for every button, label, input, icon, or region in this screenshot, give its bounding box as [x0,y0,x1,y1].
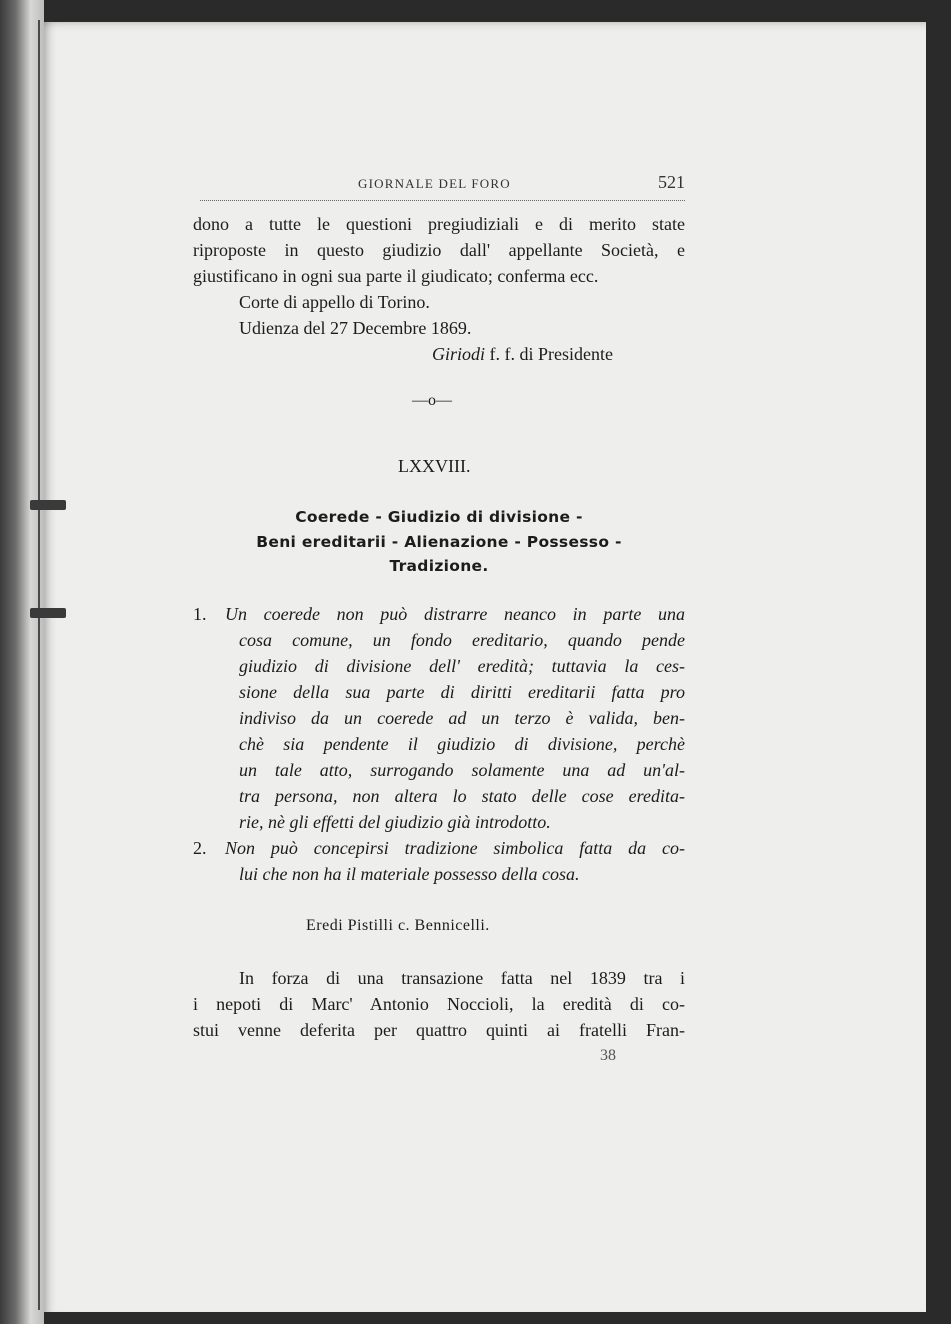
body-line: In forza di una transazione fatta nel 1839 tra i [239,968,685,988]
judge-role: f. f. di Presidente [489,344,613,364]
hearing-line: Udienza del 27 Decembre 1869. [239,318,472,338]
separator: —o— [412,392,452,409]
signature-line [432,342,613,366]
text-line: giustificano in ogni sua parte il giudicato; conferma ecc. [193,266,599,286]
maxim-line: cosa comune, un fondo ereditario, quando pende [239,630,685,650]
maxim-number: 1. [193,604,207,624]
signature-mark: 38 [600,1047,616,1064]
maxim-line: Un coerede non può distrarre neanco in parte una [225,604,685,624]
page-number: 521 [658,172,685,192]
case-title: Eredi Pistilli c. Bennicelli. [306,917,490,934]
maxim-line: chè sia pendente il giudizio di divisione, perchè [239,734,685,754]
subject-line: Tradizione. [389,557,489,575]
running-head [193,172,685,194]
page-edge [38,20,40,1310]
maxim-line: giudizio di divisione dell' eredità; tuttavia la ces- [239,656,685,676]
running-title: GIORNALE DEL FORO [358,176,511,191]
judge-name: Giriodi [432,344,486,364]
section-number: LXXVIII. [398,456,471,476]
maxim-line: Non può concepirsi tradizione simbolica fatta da co- [225,838,685,858]
maxim-line: rie, nè gli effetti del giudizio già introdotto. [239,812,551,832]
subject-line: Beni ereditarii - Alienazione - Possesso - [256,533,622,551]
binding-mark [30,500,66,510]
header-rule [200,200,685,201]
maxim-line: tra persona, non altera lo stato delle cose eredita- [239,786,685,806]
text-line: riproposte in questo giudizio dall' appellante Società, e [193,240,685,260]
body-line: stui venne deferita per quattro quinti ai fratelli Fran- [193,1020,685,1040]
maxim-line: sione della sua parte di diritti ereditarii fatta pro [239,682,685,702]
maxim-number: 2. [193,838,207,858]
maxim-line: lui che non ha il materiale possesso della cosa. [239,864,580,884]
maxim-line: indiviso da un coerede ad un terzo è valida, ben- [239,708,685,728]
text-line: dono a tutte le questioni pregiudiziali e di merito state [193,214,685,234]
subject-line: Coerede - Giudizio di divisione - [295,508,583,526]
court-line: Corte di appello di Torino. [239,292,430,312]
body-line: i nepoti di Marc' Antonio Noccioli, la eredità di co- [193,994,685,1014]
maxim-line: un tale atto, surrogando solamente una ad un'al- [239,760,685,780]
binding-mark [30,608,66,618]
